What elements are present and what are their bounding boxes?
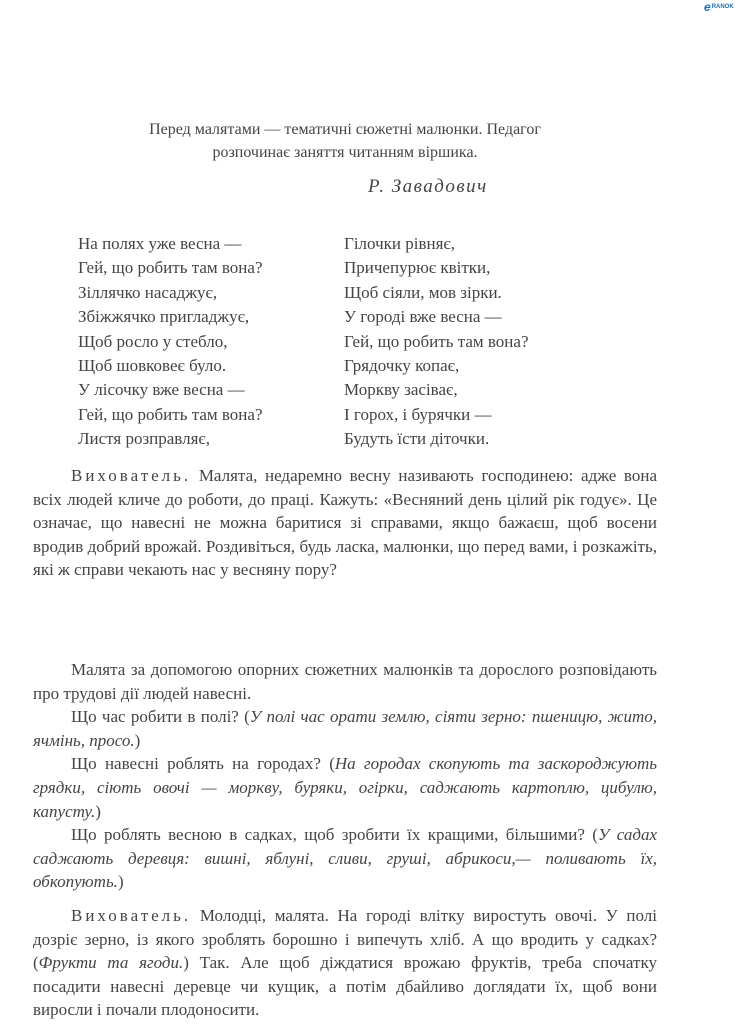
question-paragraph — [33, 705, 657, 752]
answer-text: У садах саджають деревця: вишні, яблуні, сливи, груші, абрикоси,— поливають їх, обкопують. — [33, 825, 657, 892]
poem-line: Гей, що робить там вона? — [78, 258, 263, 278]
question-text: Що роблять весною в садках, щоб зробити їх кращими, більшими? ( — [71, 825, 598, 845]
paragraph-text: Молодці, малята. На городі влітку виростуть овочі. У полі дозріє зерно, із якого зроблять борошно і випечуть хліб. А що вродить у садках? ( — [33, 906, 657, 973]
publisher-logo — [704, 0, 748, 14]
poem-line: Щоб шовковеє було. — [78, 356, 227, 376]
poem-column-1 — [78, 232, 344, 452]
poem-line: У лісочку вже весна — — [78, 380, 245, 400]
logo-word: RANOK — [711, 4, 734, 10]
educator-paragraph-2 — [33, 904, 657, 1022]
poem-line: Причепурює квітки, — [344, 258, 491, 278]
answer-text: Фрукти та ягоди. — [38, 953, 184, 973]
poem — [78, 232, 638, 452]
poem-line: Моркву засіває, — [344, 380, 458, 400]
children-answers-section — [33, 658, 657, 894]
paragraph — [33, 904, 657, 1022]
paren-close: ) — [95, 801, 101, 821]
answer-text: У полі час орати землю, сіяти зерно: пшеницю, жито, ячмінь, просо. — [33, 707, 657, 750]
paragraph — [33, 464, 657, 582]
educator-paragraph-1 — [33, 464, 657, 582]
question-text: Що навесні роблять на городах? ( — [71, 754, 335, 774]
poem-line: Будуть їсти діточки. — [344, 429, 490, 449]
intro-text — [60, 118, 630, 164]
paragraph-text: Малята, недаремно весну називають господинею: адже вона всіх людей кличе до роботи, до праці. Кажуть: «Весняний день цілий рік годує». Це означає, що навесні не можна баритися зі справами, якщо бажаєш, щоб восени вродив добрий врожай. Роздивіться, будь ласка, малюнки, що перед вами, і розкажіть, які ж справи чекають нас у весняну пору? — [33, 466, 657, 580]
poem-line: Щоб росло у стебло, — [78, 331, 228, 351]
intro-line-1: Перед малятами — тематичні сюжетні малюнки. Педагог — [149, 121, 541, 138]
logo-letter: e — [704, 0, 711, 14]
answer-text: На городах скопують та заскороджують грядки, сіють овочі — моркву, буряки, огірки, саджають картоплю, цибулю, капусту. — [33, 754, 657, 821]
poem-author: Р. Завадович — [368, 176, 488, 197]
paragraph-text: ) Так. Але щоб діждатися врожаю фруктів, треба спочатку посадити навесні деревце чи кущик, а потім дбайливо доглядати їх, щоб вони виросли і почали плодоносити. — [33, 953, 657, 1020]
poem-line: Зіллячко насаджує, — [78, 282, 218, 302]
speaker-label: Вихователь. — [71, 466, 192, 485]
poem-line: Гей, що робить там вона? — [344, 331, 529, 351]
paragraph: Малята за допомогою опорних сюжетних малюнків та дорослого розповідають про трудові дії людей навесні. — [33, 660, 657, 703]
speaker-label: Вихователь. — [71, 906, 192, 925]
intro-line-2: розпочинає заняття читанням віршика. — [212, 144, 478, 161]
poem-column-2 — [344, 232, 634, 452]
poem-line: Грядочку копає, — [344, 356, 460, 376]
poem-line: У городі вже весна — — [344, 307, 502, 327]
question-paragraph — [33, 823, 657, 894]
poem-line: Гілочки рівняє, — [344, 234, 455, 253]
poem-line: І горох, і бурячки — — [344, 404, 492, 424]
paren-close: ) — [134, 730, 141, 750]
poem-line: Щоб сіяли, мов зірки. — [344, 282, 502, 302]
question-text: Що час робити в полі? ( — [71, 707, 250, 727]
question-paragraph — [33, 752, 657, 823]
paren-close: ) — [117, 872, 124, 892]
poem-line: Гей, що робить там вона? — [78, 404, 263, 424]
poem-line: На полях уже весна — — [78, 234, 242, 253]
poem-line: Листя розправляє, — [78, 429, 210, 449]
poem-line: Збіжжячко пригладжує, — [78, 307, 250, 327]
